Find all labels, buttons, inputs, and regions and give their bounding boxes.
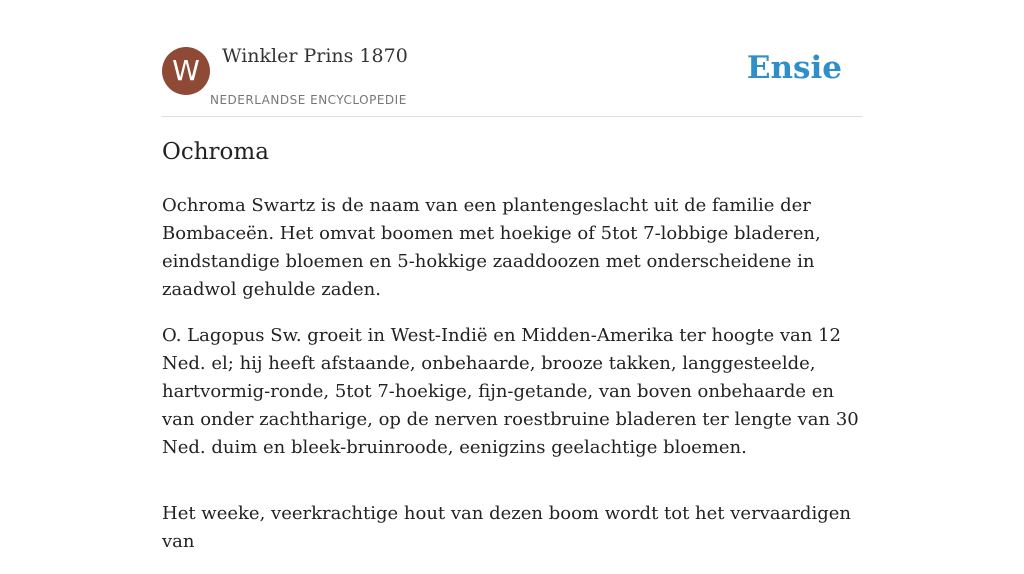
article-paragraph: Ochroma Swartz is de naam van een plantengeslacht uit de familie der Bombaceën. Het omvat boomen met hoekige of 5tot 7-lobbige bladeren, eindstandige bloemen en 5-hokkige zaaddoozen met onderscheidene in zaadwol gehulde zaden. — [162, 195, 821, 300]
source-avatar[interactable]: W — [162, 47, 210, 95]
ensie-logo-link[interactable]: Ensie — [746, 50, 842, 86]
article-title: Ochroma — [162, 139, 269, 165]
source-subtitle: NEDERLANDSE ENCYCLOPEDIE — [210, 93, 407, 107]
source-title[interactable]: Winkler Prins 1870 — [222, 45, 408, 67]
article-paragraph: O. Lagopus Sw. groeit in West-Indië en Midden-Amerika ter hoogte van 12 Ned. el; hij heeft afstaande, onbehaarde, brooze takken, langgesteelde, hartvormig-ronde, 5tot 7-hoekige, fijn-getande, van boven onbehaarde en van onder zachtharige, op de nerven roestbruine bladeren ter lengte van 30 Ned. duim en bleek-bruinroode, eenigzins geelachtige bloemen. — [162, 325, 859, 458]
article-paragraph: Het weeke, veerkrachtige hout van dezen boom wordt tot het vervaardigen van — [162, 503, 851, 552]
article-body — [162, 192, 862, 574]
site-header — [162, 0, 862, 117]
